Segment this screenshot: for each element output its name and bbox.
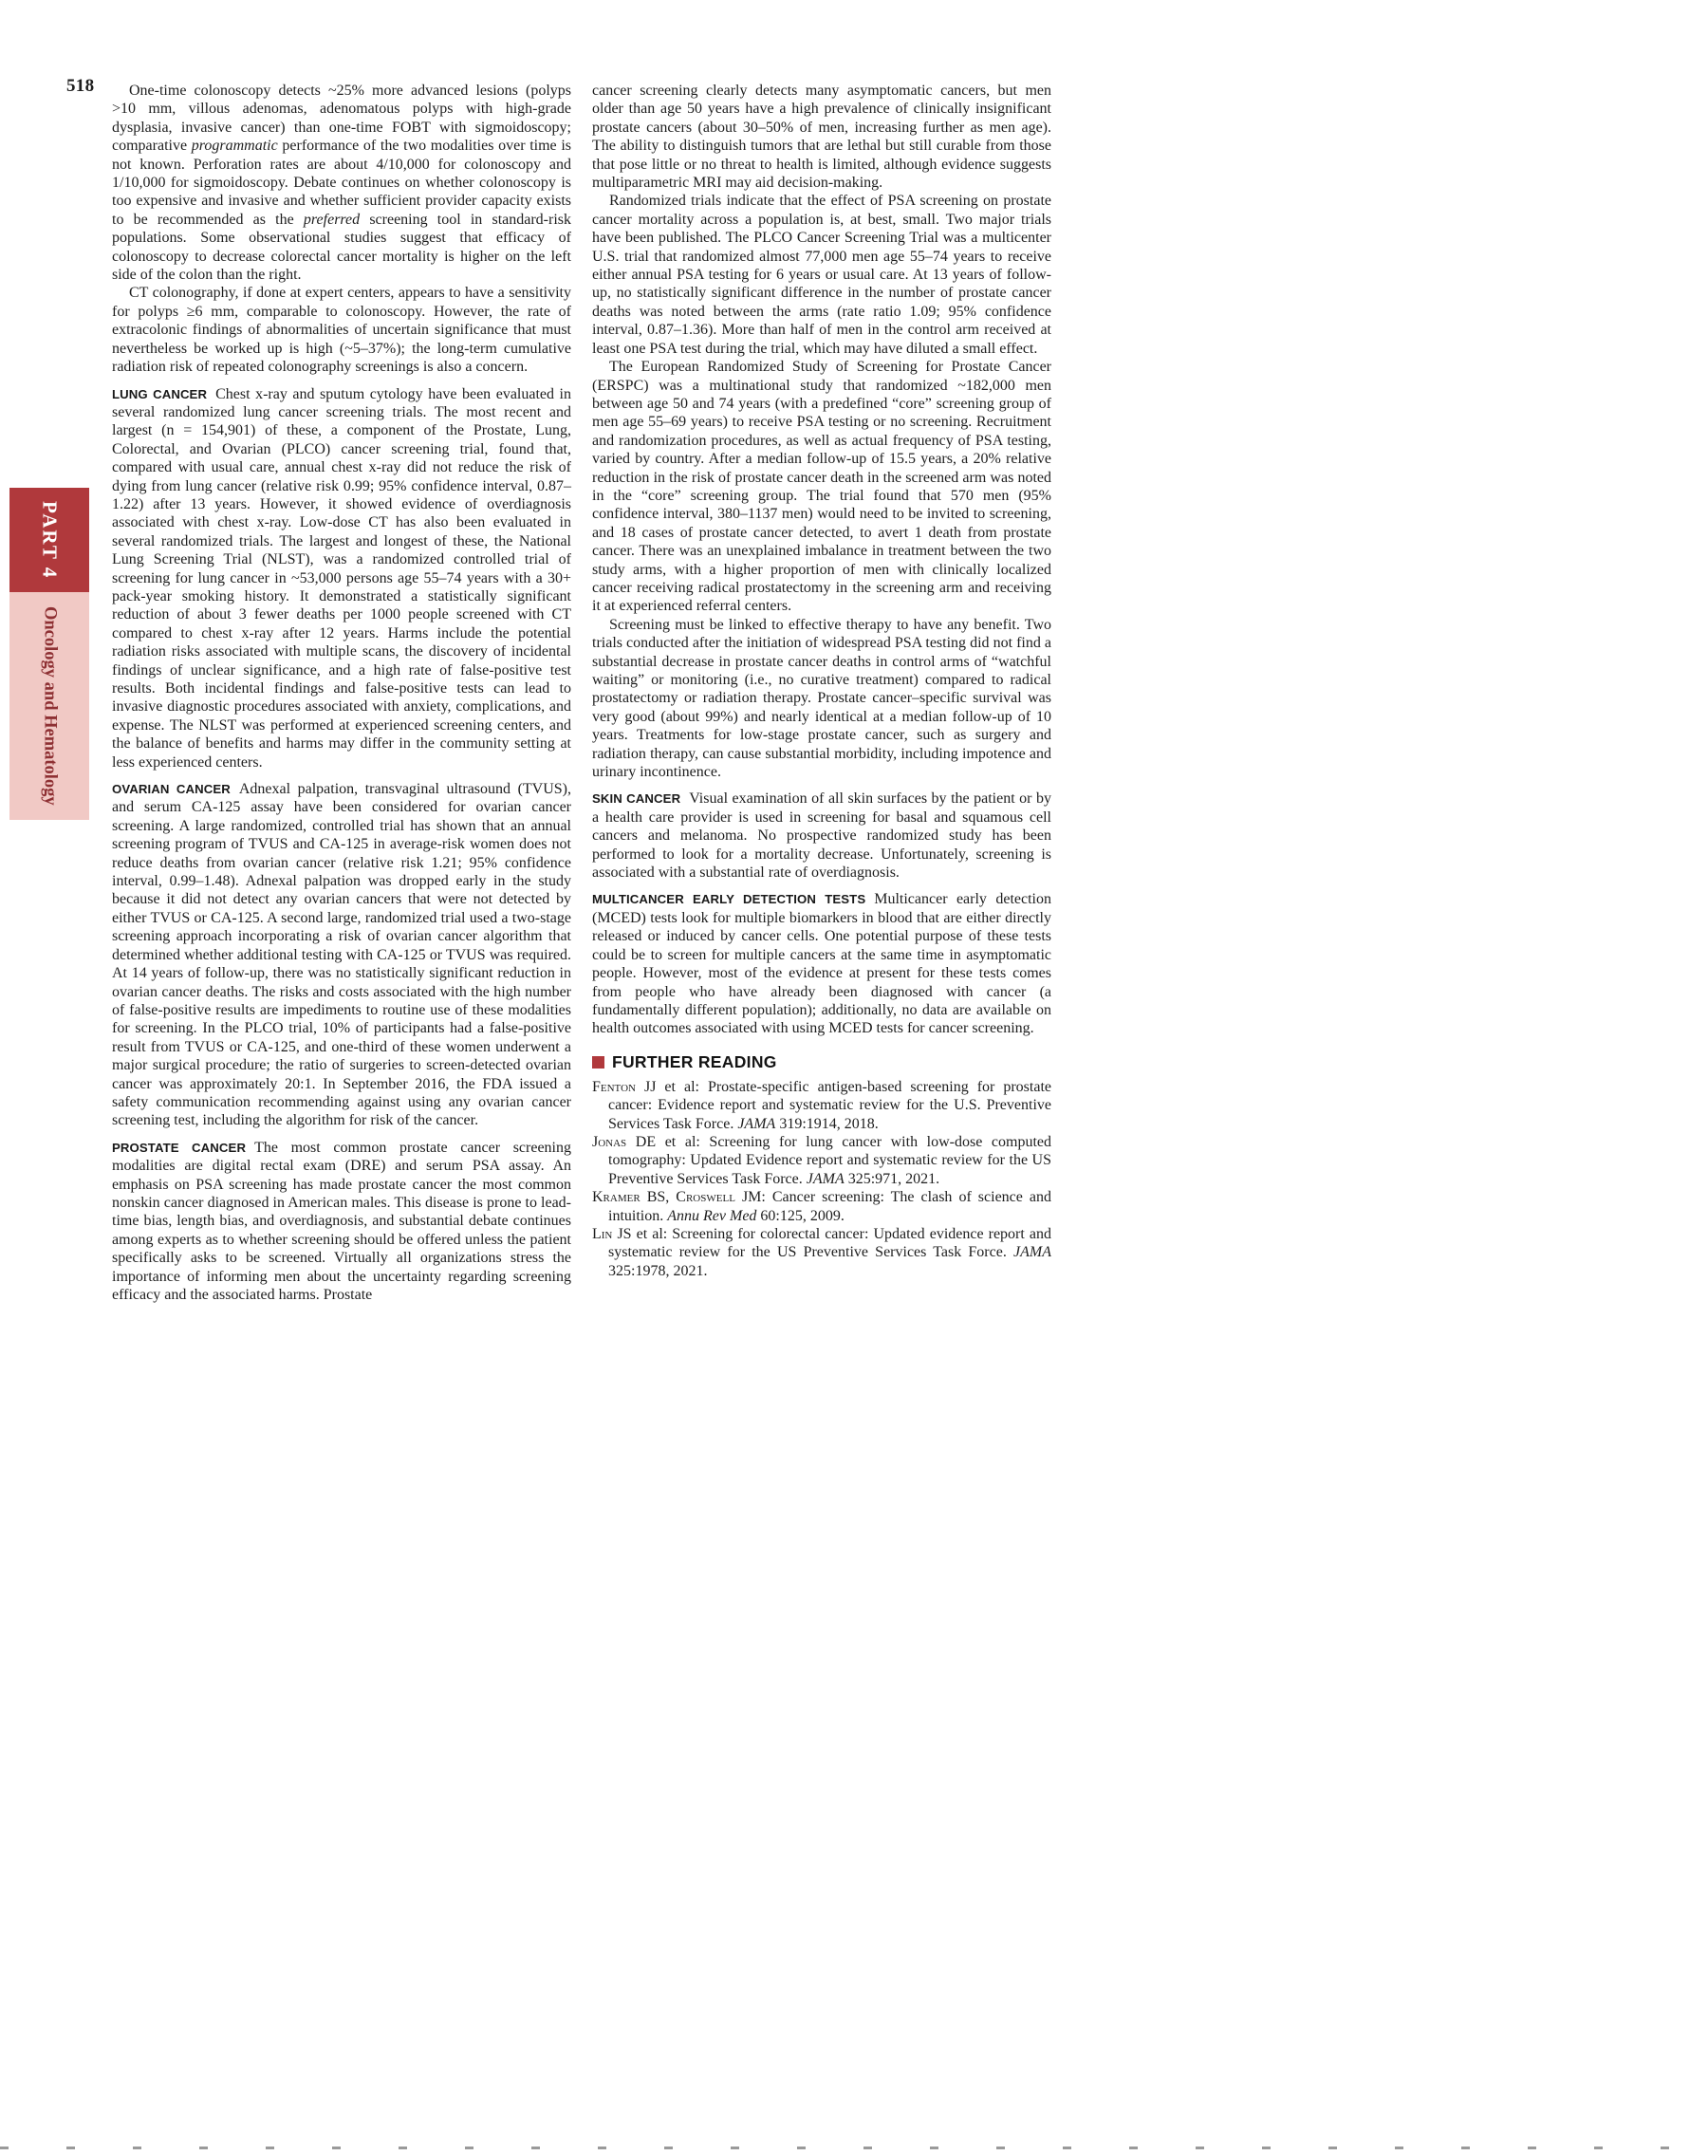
page-content xyxy=(112,82,1051,1304)
paragraph-plco-trial: Randomized trials indicate that the effect of PSA screening on prostate cancer mortality across a population is, at best, small. Two major trials have been published. The PLCO Cancer Screening Trial was a multicenter U.S. trial that randomized almost 77,000 men age 55–74 years to receive either annual PSA testing for 6 years or usual care. At 13 years of follow-up, no statistically significant difference in the number of prostate cancer deaths was noted between the arms (rate ratio 1.09; 95% confidence interval, 0.87–1.36). More than half of men in the control arm received at least one PSA test during the trial, which may have diluted a small effect. xyxy=(592,193,1051,357)
section-multicancer-tests xyxy=(592,890,1051,1037)
square-bullet-icon xyxy=(592,1056,604,1069)
section-tab xyxy=(9,592,89,820)
paragraph-colonoscopy: One-time colonoscopy detects ~25% more advanced lesions (polyps >10 mm, villous adenomas, adenomatous polyps with high-grade dysplasia, invasive cancer) than one-time FOBT with sigmoidoscopy; comparative programmatic performance of the two modalities over time is not known. Perforation rates are about 4/10,000 for colonoscopy and 1/10,000 for sigmoidoscopy. Debate continues on whether colonoscopy is too expensive and invasive and whether sufficient provider capacity exists to be recommended as the preferred screening tool in standard-risk populations. Some observational studies suggest that efficacy of colonoscopy to decrease colorectal cancer mortality is higher on the left side of the colon than the right. xyxy=(112,83,572,284)
section-text-skin-cancer: Visual examination of all skin surfaces by the patient or by a health care provider is used in screening for basal and squamous cell cancers and melanoma. No prospective randomized study has been performed to look for a mortality decrease. Unfortunately, screening is associated with a substantial rate of overdiagnosis. xyxy=(592,790,1052,882)
page-number: 518 xyxy=(66,76,95,96)
left-column xyxy=(112,82,571,1304)
section-prostate-cancer xyxy=(112,1139,571,1305)
section-text-multicancer-tests: Multicancer early detection (MCED) tests look for multiple biomarkers in blood that are either directly released or induced by cancer cells. One potential purpose of these tests could be to screen for multiple cancers at the same time in asymptomatic people. However, most of the evidence at present for these tests comes from people who have already been diagnosed with cancer (a fundamentally different population); additionally, no data are available on health outcomes associated with using MCED tests for cancer screening. xyxy=(592,891,1051,1037)
section-ovarian-cancer xyxy=(112,780,571,1130)
reference-jonas: Jonas DE et al: Screening for lung cancer with low-dose computed tomography: Updated Evidence report and systematic review for the US Preventive Services Task Force. JAMA 325:971, 2021. xyxy=(592,1133,1051,1187)
reference-fenton: Fenton JJ et al: Prostate-specific antigen-based screening for prostate cancer: Evidence report and systematic review for the U.S. Preventive Services Task Force. JAMA 319:1914, 2018. xyxy=(592,1078,1051,1132)
section-skin-cancer xyxy=(592,790,1051,882)
section-text-ovarian-cancer: Adnexal palpation, transvaginal ultrasound (TVUS), and serum CA-125 assay have been considered for ovarian cancer screening. A large randomized, controlled trial has shown that an annual screening program of TVUS and CA-125 in average-risk women does not reduce deaths from ovarian cancer (relative risk 1.21; 95% confidence interval, 0.99–1.48). Adnexal palpation was dropped early in the study because it did not detect any ovarian cancers that were not detected by either TVUS or CA-125. A second large, randomized trial used a two-stage screening approach incorporating a risk of ovarian cancer algorithm that determined whether additional testing with CA-125 or TVUS was required. At 14 years of follow-up, there was no statistically significant reduction in ovarian cancer deaths. The risks and costs associated with the high number of false-positive results are impediments to routine use of these modalities for screening. In the PLCO trial, 10% of participants had a false-positive result from TVUS or CA-125, and one-third of these women underwent a major surgical procedure; the ratio of surgeries to screen-detected ovarian cancer was approximately 20:1. In September 2016, the FDA issued a safety communication recommending against using any ovarian cancer screening test, including the algorithm for risk of the cancer. xyxy=(112,781,572,1129)
further-reading-title: FURTHER READING xyxy=(612,1051,777,1071)
further-reading-heading xyxy=(592,1052,1051,1072)
paragraph-screening-therapy: Screening must be linked to effective therapy to have any benefit. Two trials conducted after the initiation of widespread PSA testing did not find a substantial decrease in prostate cancer deaths in control arms of “watchful waiting” or monitoring (i.e., no curative treatment) compared to radical prostatectomy or radiation therapy. Prostate cancer–specific survival was very good (about 99%) and nearly identical at a median follow-up of 10 years. Treatments for low-stage prostate cancer, such as surgery and radiation therapy, can cause substantial morbidity, including impotence and urinary incontinence. xyxy=(592,616,1051,781)
part-tab-label: PART 4 xyxy=(38,500,62,580)
part-tab xyxy=(9,488,89,592)
reference-lin: Lin JS et al: Screening for colorectal cancer: Updated evidence report and systematic review for the US Preventive Services Task Force. JAMA 325:1978, 2021. xyxy=(592,1225,1051,1279)
section-lung-cancer xyxy=(112,385,571,772)
paragraph-ct-colonography: CT colonography, if done at expert centers, appears to have a sensitivity for polyps ≥6 mm, comparable to colonoscopy. However, the rate of extracolonic findings of abnormalities of uncertain significance that must nevertheless be worked up is high (~5–37%); the long-term cumulative radiation risk of repeated colonography screenings is also a concern. xyxy=(112,285,571,376)
section-text-prostate-cancer: The most common prostate cancer screening modalities are digital rectal exam (DRE) and serum PSA assay. An emphasis on PSA screening has made prostate cancer the most common nonskin cancer diagnosed in American males. This disease is prone to lead-time bias, length bias, and overdiagnosis, and substantial debate continues among experts as to whether screening should be offered unless the patient specifically asks to be screened. Virtually all organizations stress the importance of informing men about the uncertainty regarding screening efficacy and the associated harms. Prostate xyxy=(112,1139,571,1303)
paragraph-prostate-continued: cancer screening clearly detects many asymptomatic cancers, but men older than age 50 years have a high prevalence of clinically insignificant prostate cancers (about 30–50% of men, increasing further as men age). The ability to distinguish tumors that are lethal but still curable from those that pose little or no threat to health is limited, although evidence suggests multiparametric MRI may aid decision-making. xyxy=(592,83,1051,192)
further-reading-section xyxy=(592,1052,1051,1280)
right-column xyxy=(592,82,1051,1304)
paragraph-erspc-trial: The European Randomized Study of Screening for Prostate Cancer (ERSPC) was a multinational study that randomized ~182,000 men between age 50 and 74 years (with a predefined “core” screening group of men age 55–69 years) to receive PSA testing or no screening. Recruitment and randomization procedures, as well as actual frequency of PSA testing, varied by country. After a median follow-up of 15.5 years, a 20% relative reduction in the risk of prostate cancer death in the screened arm was noted in the “core” screening group. The trial found that 570 men (95% confidence interval, 380–1137 men) would need to be invited to screening, and 18 cases of prostate cancer detected, to avert 1 death from prostate cancer. There was an unexplained imbalance in treatment between the two study arms, with a higher proportion of men with clinically localized cancer receiving radical prostatectomy in the screening arm and receiving it at experienced referral centers. xyxy=(592,359,1051,615)
section-tab-label: Oncology and Hematology xyxy=(40,606,60,806)
section-heading-skin-cancer: SKIN CANCER xyxy=(592,791,681,807)
section-text-lung-cancer: Chest x-ray and sputum cytology have been evaluated in several randomized lung cancer screening trials. The most recent and largest (n = 154,901) of these, a component of the Prostate, Lung, Colorectal, and Ovarian (PLCO) cancer screening trial, found that, compared with usual care, annual chest x-ray did not reduce the risk of dying from lung cancer (relative risk 0.99; 95% confidence interval, 0.87–1.22) after 13 years. However, it showed evidence of overdiagnosis associated with chest x-ray. Low-dose CT has also been evaluated in several randomized trials. The largest and longest of these, the National Lung Screening Trial (NLST), was a randomized controlled trial of screening for lung cancer in ~53,000 persons age 55–74 years with a 30+ pack-year smoking history. It demonstrated a statistically significant reduction of about 3 fewer deaths per 1000 people screened with CT compared to chest x-ray after 12 years. Harms include the potential radiation risks associated with multiple scans, the discovery of incidental findings of unclear significance, and a high rate of false-positive test results. Both incidental findings and false-positive tests can lead to invasive diagnostic procedures associated with anxiety, complications, and expense. The NLST was performed at experienced screening centers, and the balance of benefits and harms may differ in the community setting at less experienced centers. xyxy=(112,385,572,771)
section-heading-multicancer-tests: MULTICANCER EARLY DETECTION TESTS xyxy=(592,892,866,907)
page-edge-marks xyxy=(0,2147,1708,2149)
reference-kramer: Kramer BS, Croswell JM: Cancer screening: The clash of science and intuition. Annu Rev Med 60:125, 2009. xyxy=(592,1189,1051,1224)
section-heading-prostate-cancer: PROSTATE CANCER xyxy=(112,1140,247,1155)
section-heading-lung-cancer: LUNG CANCER xyxy=(112,386,208,401)
section-heading-ovarian-cancer: OVARIAN CANCER xyxy=(112,782,231,797)
